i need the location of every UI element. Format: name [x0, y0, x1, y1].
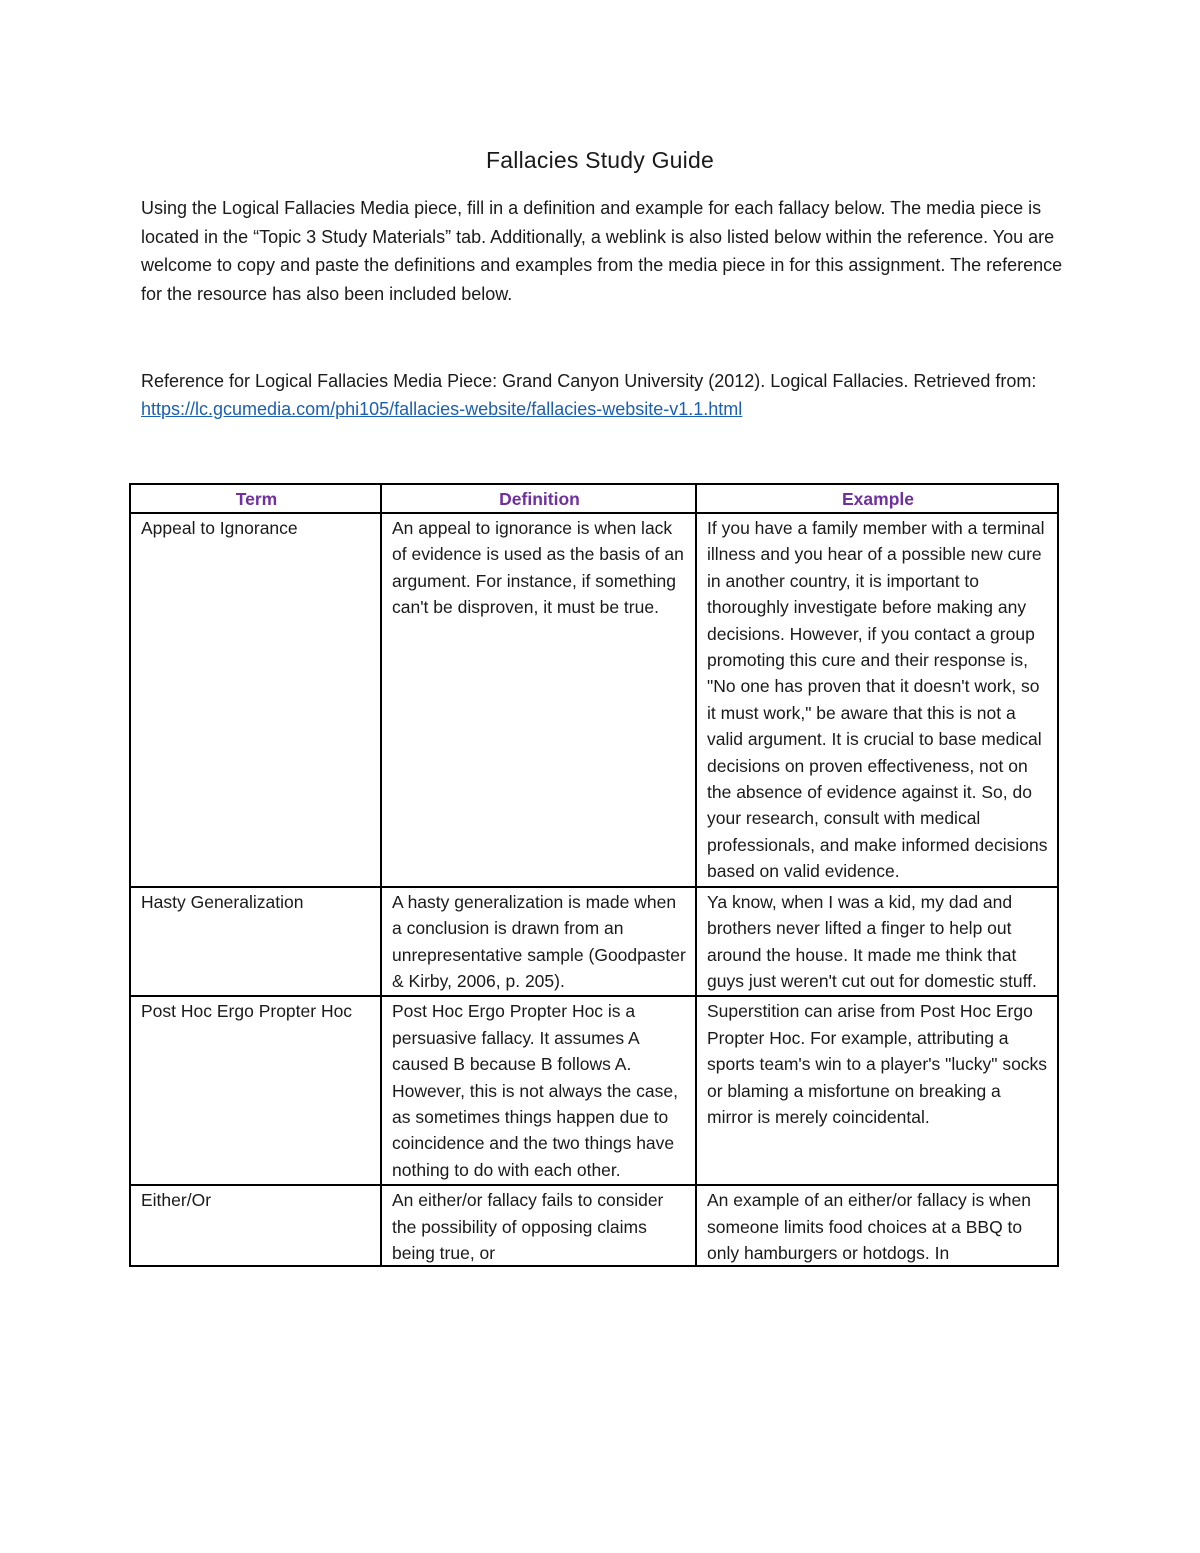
term-cell	[130, 1185, 381, 1266]
term-cell: Post Hoc Ergo Propter Hoc	[130, 996, 381, 1185]
example-cell: Ya know, when I was a kid, my dad and brothers never lifted a finger to help out around the house. It made me think that guys just weren't cut out for domestic stuff.	[696, 887, 1058, 997]
example-cell: Superstition can arise from Post Hoc Ergo Propter Hoc. For example, attributing a sports team's win to a player's "lucky" socks or blaming a misfortune on breaking a mirror is merely coincidental.	[696, 996, 1058, 1185]
page-title: Fallacies Study Guide	[486, 147, 714, 173]
example-cell: If you have a family member with a terminal illness and you hear of a possible new cure in another country, it is important to thoroughly investigate before making any decisions. However, if you contact a group promoting this cure and their response is, "No one has proven that it doesn't work, so it must work," be aware that this is not a valid argument. It is crucial to base medical decisions on proven effectiveness, not on the absence of evidence against it. So, do your research, consult with medical professionals, and make informed decisions based on valid evidence.	[696, 513, 1058, 887]
table-row	[130, 513, 1058, 887]
term-text: Either/Or	[141, 1190, 212, 1211]
term-cell: Hasty Generalization	[130, 887, 381, 997]
instructions-paragraph: Using the Logical Fallacies Media piece, fill in a definition and example for each fallacy below. The media piece is located in the “Topic 3 Study Materials” tab. Additionally, a weblink is also listed below within the reference. You are welcome to copy and paste the definitions and examples from the media piece in for this assignment. The reference for the resource has also been included below.	[141, 198, 1063, 304]
definition-cell: An appeal to ignorance is when lack of evidence is used as the basis of an argument. For instance, if something can't be disproven, it must be true.	[381, 513, 696, 887]
reference-text: Reference for Logical Fallacies Media Piece: Grand Canyon University (2012). Logical Fallacies. Retrieved from:	[141, 371, 1037, 391]
table-row	[130, 887, 1058, 997]
example-cell	[696, 1185, 1058, 1266]
table-row	[130, 1185, 1058, 1266]
definition-cell: Post Hoc Ergo Propter Hoc is a persuasive fallacy. It assumes A caused B because B follows A. However, this is not always the case, as sometimes things happen due to coincidence and the two things have nothing to do with each other.	[381, 996, 696, 1185]
definition-cell	[381, 1185, 696, 1266]
reference-link[interactable]: https://lc.gcumedia.com/phi105/fallacies-website/fallacies-website-v1.1.html	[141, 399, 743, 419]
header-term: Term	[130, 484, 381, 513]
table-row	[130, 996, 1058, 1185]
definition-text: An either/or fallacy fails to consider the possibility of opposing claims being true, or	[392, 1190, 664, 1263]
reference-paragraph	[141, 367, 1063, 423]
term-cell: Appeal to Ignorance	[130, 513, 381, 887]
table-header-row	[130, 484, 1058, 513]
header-example: Example	[696, 484, 1058, 513]
fallacies-table	[129, 483, 1059, 1267]
header-definition: Definition	[381, 484, 696, 513]
definition-cell: A hasty generalization is made when a conclusion is drawn from an unrepresentative sample (Goodpaster & Kirby, 2006, p. 205).	[381, 887, 696, 997]
example-text: An example of an either/or fallacy is when someone limits food choices at a BBQ to only hamburgers or hotdogs. In	[707, 1190, 1031, 1263]
